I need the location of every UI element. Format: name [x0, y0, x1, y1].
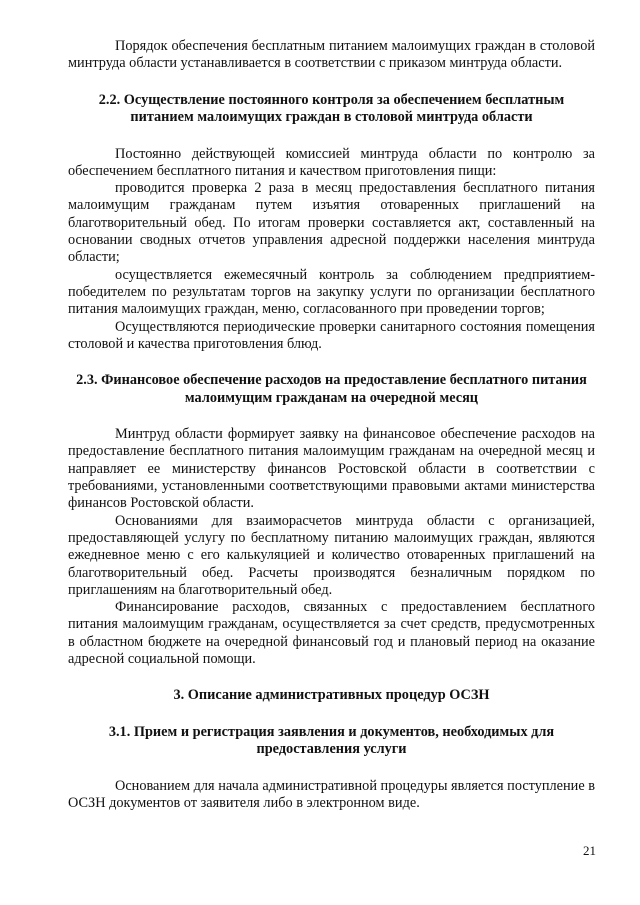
intro-paragraph: Порядок обеспечения бесплатным питанием малоимущих граждан в столовой минтруда области устанавливается в соответствии с приказом минтруда области.	[68, 38, 595, 72]
section-3-1-heading: 3.1. Прием и регистрация заявления и документов, необходимых для предоставления услуги	[108, 723, 555, 758]
document-page	[68, 38, 595, 812]
section-2-3-paragraph-2: Основаниями для взаиморасчетов минтруда области с организацией, предоставляющей услугу по бесплатному питанию малоимущих граждан, являются ежедневное меню с его калькуляцией и количество отоваренных приглашений на благотворительный обед. Расчеты производятся безналичным порядком по приглашениям на благотворительный обед.	[68, 512, 595, 598]
section-3-heading: 3. Описание административных процедур ОСЗН	[173, 687, 490, 704]
section-2-3-paragraph-3: Финансирование расходов, связанных с предоставлением бесплатного питания малоимущим гражданам, осуществляется за счет средств, предусмотренных в областном бюджете на очередной финансовый год и плановый период на оказание адресной социальной помощи.	[68, 599, 595, 668]
section-2-2-heading: 2.2. Осуществление постоянного контроля за обеспечением бесплатным питанием малоимущих граждан в столовой минтруда области	[98, 91, 565, 126]
section-2-2-paragraph-2: проводится проверка 2 раза в месяц предоставления бесплатного питания малоимущим гражданам путем изъятия отоваренных приглашений на благотворительный обед. По итогам проверки составляется акт, составленный на основании сводных отчетов управления адресной поддержки населения минтруда области;	[68, 180, 595, 266]
section-3-1-paragraph-1: Основанием для начала административной процедуры является поступление в ОСЗН документов от заявителя либо в электронном виде.	[68, 777, 595, 812]
section-2-2-paragraph-1: Постоянно действующей комиссией минтруда области по контролю за обеспечением бесплатного питания и качеством приготовления пищи:	[68, 145, 595, 179]
section-2-2-paragraph-3: осуществляется ежемесячный контроль за соблюдением предприятием-победителем по результатам торгов на закупку услуги по организации бесплатного питания малоимущих граждан, меню, согласованного при проведении торгов;	[68, 266, 595, 318]
page-number: 21	[583, 843, 596, 858]
section-2-2-paragraph-4: Осуществляются периодические проверки санитарного состояния помещения столовой и качества приготовления блюд.	[68, 318, 595, 352]
section-2-3-paragraph-1: Минтруд области формирует заявку на финансовое обеспечение расходов на предоставление бесплатного питания малоимущим гражданам на очередной месяц и направляет ее министерству финансов Ростовской области в соответствии с требованиями, установленными соответствующими правовыми актами министерства финансов Ростовской области.	[68, 426, 595, 512]
section-2-3-heading: 2.3. Финансовое обеспечение расходов на предоставление бесплатного питания малоимущим гражданам на очередной месяц	[76, 372, 587, 406]
